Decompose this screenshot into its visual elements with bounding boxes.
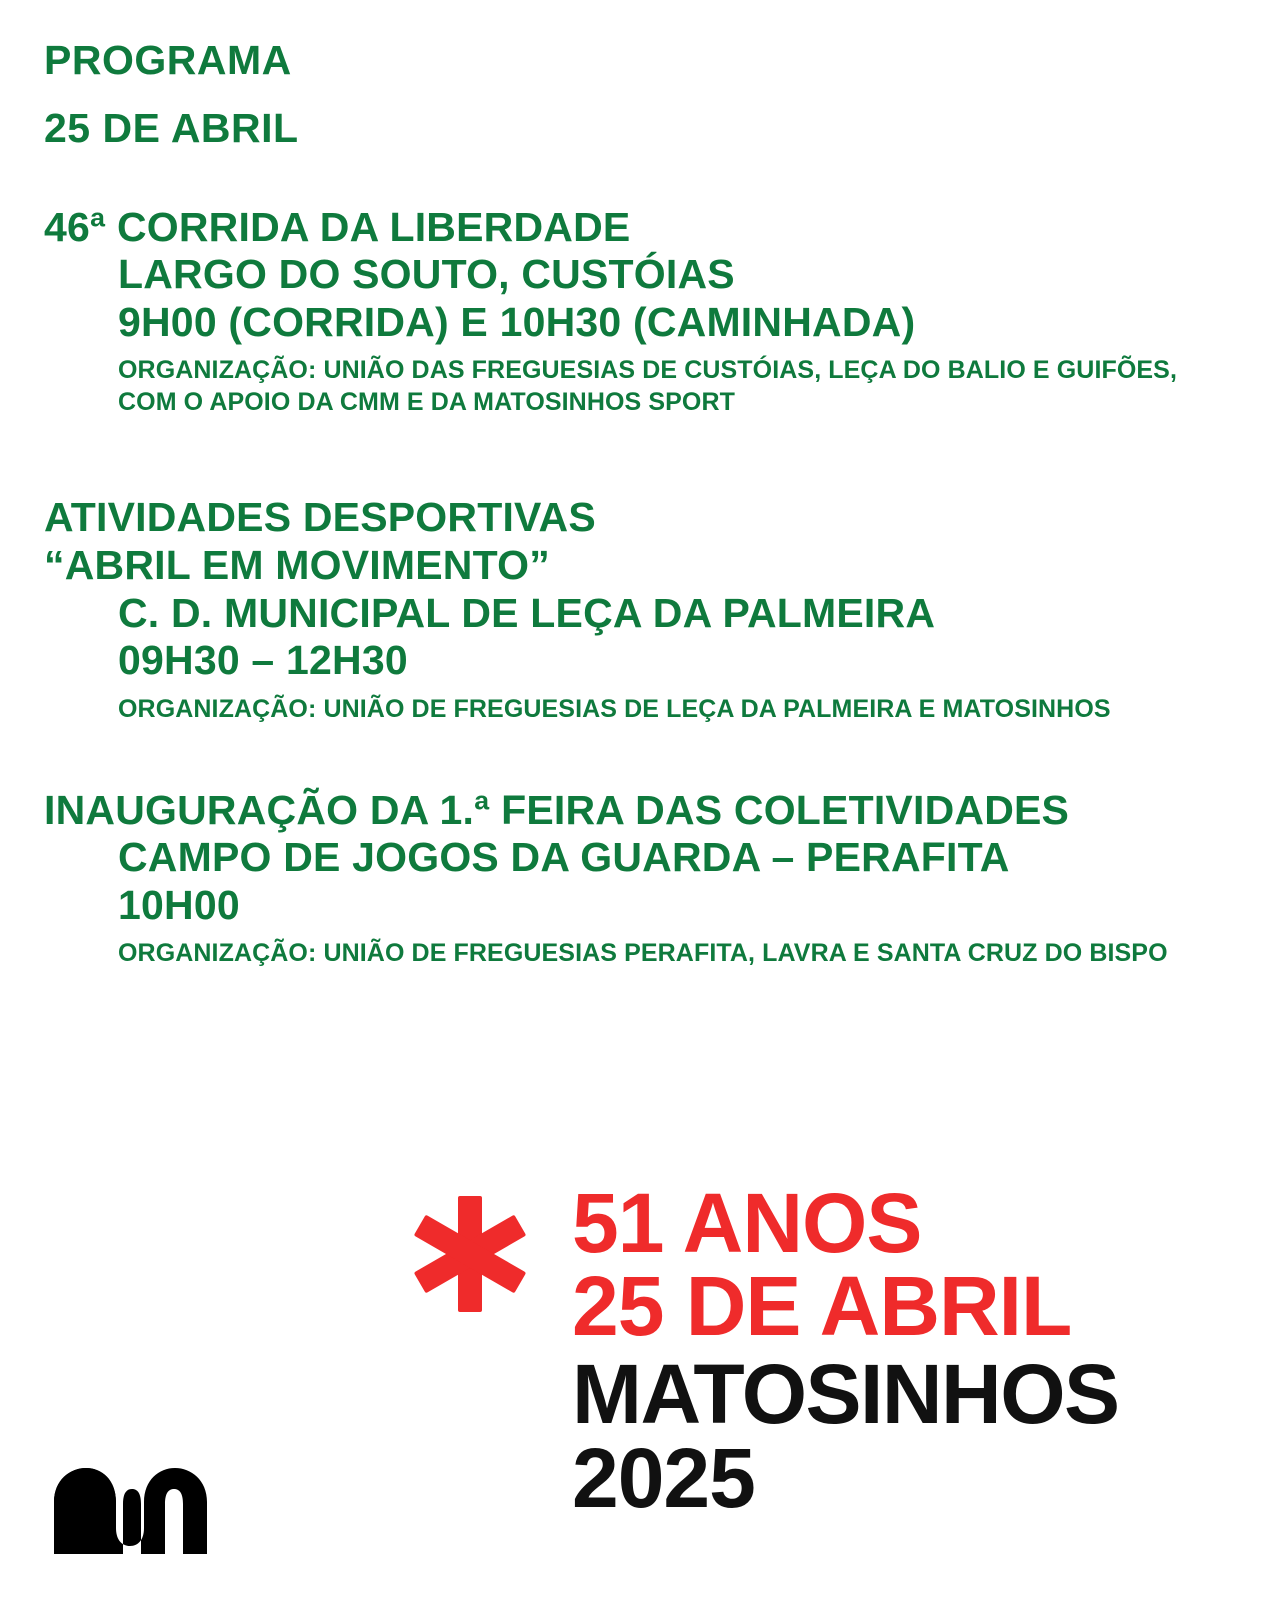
event-title: ATIVIDADES DESPORTIVAS (44, 494, 596, 541)
events-list (44, 204, 1236, 969)
event-location: LARGO DO SOUTO, CUSTÓIAS (118, 251, 735, 298)
anniversary-occasion: 25 DE ABRIL (572, 1259, 1072, 1354)
page-title: PROGRAMA (44, 37, 292, 83)
event-time: 09H30 – 12H30 (118, 637, 408, 684)
event-time: 9H00 (CORRIDA) E 10H30 (CAMINHADA) (118, 298, 916, 345)
event-item (44, 204, 1236, 419)
event-title-line2: “ABRIL EM MOVIMENTO” (44, 542, 550, 588)
lockup-text (572, 1176, 1119, 1526)
event-title: INAUGURAÇÃO DA 1.ª FEIRA DAS COLETIVIDADES (44, 786, 1070, 833)
event-title: 46ª CORRIDA DA LIBERDADE (44, 203, 631, 250)
anniversary-lockup (390, 1176, 1119, 1526)
event-organization: ORGANIZAÇÃO: UNIÃO DAS FREGUESIAS DE CUSTÓIAS, LEÇA DO BALIO E GUIFÕES, COM O APOIO DA CMM E DA MATOSINHOS SPORT (118, 356, 1178, 417)
year-label: 2025 (572, 1431, 755, 1526)
event-time: 10H00 (118, 881, 240, 928)
matosinhos-m-logo (52, 1468, 212, 1554)
event-organization: ORGANIZAÇÃO: UNIÃO DE FREGUESIAS PERAFITA, LAVRA E SANTA CRUZ DO BISPO (118, 939, 1168, 968)
event-location: C. D. MUNICIPAL DE LEÇA DA PALMEIRA (118, 589, 936, 636)
event-organization: ORGANIZAÇÃO: UNIÃO DE FREGUESIAS DE LEÇA DA PALMEIRA E MATOSINHOS (118, 694, 1111, 723)
event-location: CAMPO DE JOGOS DA GUARDA – PERAFITA (118, 834, 1010, 881)
event-item (44, 787, 1236, 970)
anniversary-years: 51 ANOS (572, 1176, 922, 1270)
asterisk-icon (390, 1190, 550, 1318)
city-name: MATOSINHOS (572, 1347, 1119, 1442)
event-item (44, 494, 1236, 724)
program-date: 25 DE ABRIL (44, 104, 299, 151)
